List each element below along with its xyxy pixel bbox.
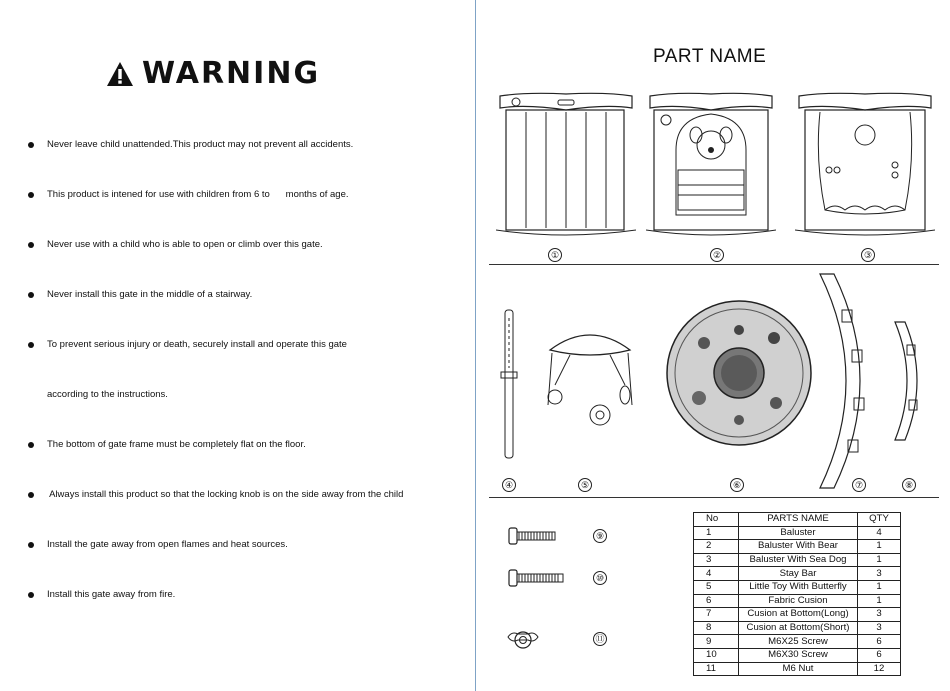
parts-title: PART NAME bbox=[653, 46, 767, 67]
section-rule bbox=[489, 264, 939, 265]
header-no: No bbox=[694, 513, 739, 527]
cushion-long-illustration bbox=[812, 270, 882, 492]
part-number: ⑥ bbox=[730, 478, 744, 492]
warning-item: The bottom of gate frame must be completely flat on the floor. bbox=[28, 439, 306, 450]
part-number: ⑦ bbox=[852, 478, 866, 492]
warning-item: This product is intened for use with children from 6 to months of age. bbox=[28, 189, 349, 200]
baluster-with-bear-illustration bbox=[646, 90, 776, 240]
baluster-illustration bbox=[496, 90, 636, 240]
table-row: 2 Baluster With Bear 1 bbox=[694, 540, 901, 554]
table-row: 1 Baluster 4 bbox=[694, 526, 901, 540]
warning-title: WARNING bbox=[142, 56, 321, 91]
header-parts-name: PARTS NAME bbox=[739, 513, 858, 527]
table-header-row bbox=[694, 513, 901, 527]
table-row: 11 M6 Nut 12 bbox=[694, 662, 901, 676]
little-toy-illustration bbox=[540, 325, 640, 430]
part-number: ① bbox=[548, 248, 562, 262]
warning-triangle-icon bbox=[106, 61, 134, 87]
part-number: ⑧ bbox=[902, 478, 916, 492]
warning-item-continued: according to the instructions. bbox=[47, 389, 168, 400]
table-row: 10 M6X30 Screw 6 bbox=[694, 648, 901, 662]
screw-m6x30-illustration bbox=[508, 568, 566, 588]
warning-item: Always install this product so that the locking knob is on the side away from the child bbox=[28, 489, 403, 500]
warning-item: To prevent serious injury or death, securely install and operate this gate bbox=[28, 339, 347, 350]
part-number: ④ bbox=[502, 478, 516, 492]
table-row: 9 M6X25 Screw 6 bbox=[694, 635, 901, 649]
warning-heading bbox=[106, 56, 320, 91]
table-row: 4 Stay Bar 3 bbox=[694, 567, 901, 581]
part-number: ⑩ bbox=[593, 571, 607, 585]
table-row: 7 Cusion at Bottom(Long) 3 bbox=[694, 608, 901, 622]
warning-item: Never install this gate in the middle of a stairway. bbox=[28, 289, 252, 300]
fabric-cushion-illustration bbox=[664, 298, 814, 448]
m6-nut-illustration bbox=[506, 625, 540, 655]
cushion-short-illustration bbox=[893, 320, 923, 442]
part-number: ② bbox=[710, 248, 724, 262]
header-qty: QTY bbox=[858, 513, 901, 527]
warning-item: Never use with a child who is able to open or climb over this gate. bbox=[28, 239, 323, 250]
stay-bar-illustration bbox=[498, 308, 520, 460]
warning-item: Install the gate away from open flames and heat sources. bbox=[28, 539, 288, 550]
table-row: 8 Cusion at Bottom(Short) 3 bbox=[694, 621, 901, 635]
section-rule bbox=[489, 497, 939, 498]
table-row: 5 Little Toy With Butterfly 1 bbox=[694, 580, 901, 594]
page-divider bbox=[475, 0, 476, 691]
table-row: 3 Baluster With Sea Dog 1 bbox=[694, 553, 901, 567]
part-number: ③ bbox=[861, 248, 875, 262]
part-number: ⑪ bbox=[593, 632, 607, 646]
table-row: 6 Fabric Cusion 1 bbox=[694, 594, 901, 608]
warning-item: Install this gate away from fire. bbox=[28, 589, 175, 600]
baluster-with-sea-dog-illustration bbox=[795, 90, 935, 240]
warning-item: Never leave child unattended.This product may not prevent all accidents. bbox=[28, 139, 353, 150]
parts-table bbox=[693, 512, 901, 676]
part-number: ⑨ bbox=[593, 529, 607, 543]
part-number: ⑤ bbox=[578, 478, 592, 492]
screw-m6x25-illustration bbox=[508, 526, 558, 546]
